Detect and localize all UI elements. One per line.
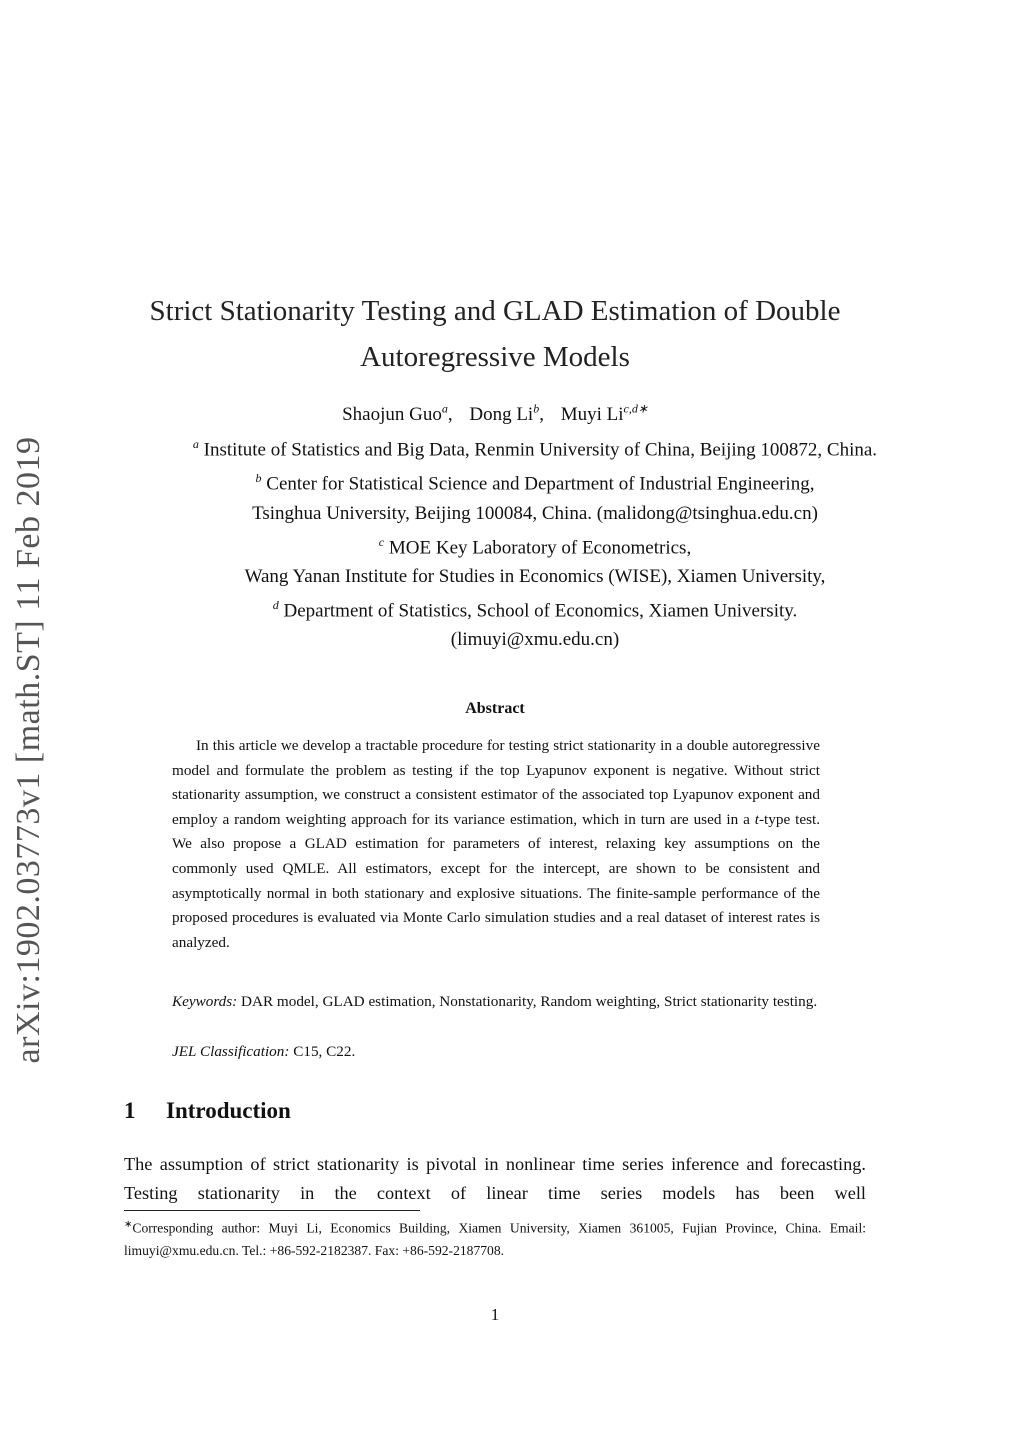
footnote [124,1214,866,1262]
abstract-text-part-1: In this article we develop a tractable procedure for testing strict stationarity in a double autoregressive model and formulate the problem as testing if the top Lyapunov exponent is negative. Without strict stationarity assumption, we construct a consistent estimator of the associated top Lyapunov exponent and employ a random weighting approach for its variance estimation, which in turn are used in a [172,737,820,828]
page-number: 1 [490,1305,500,1324]
affiliation-line [80,562,990,591]
paper-title [100,288,890,380]
keywords [172,990,820,1015]
affiliation-text: (limuyi@xmu.edu.cn) [450,629,620,651]
affiliation-mark: d [272,597,279,612]
section-title: Introduction [166,1098,291,1123]
author-3 [561,404,648,425]
title-line-1: Strict Stationarity Testing and GLAD Estimation of Double [149,295,841,327]
footnote-text: Corresponding author: Muyi Li, Economics Building, Xiamen University, Xiamen 361005, Fujian Province, China. Email: limuyi@xmu.edu.cn. Tel.: +86-592-2182387. Fax: +86-592-2187708. [124,1220,866,1258]
affiliation-text: Wang Yanan Institute for Studies in Economics (WISE), Xiamen University, [244,565,826,587]
t-symbol: t [754,810,759,828]
abstract-text-part-2: -type test. We also propose a GLAD estimation for parameters of interest, relaxing key assumptions on the commonly used QMLE. All estimators, except for the intercept, are shown to be consistent and asymptotically normal in both stationary and explosive situations. The finite-sample performance of the proposed procedures is evaluated via Monte Carlo simulation studies and a real dataset of interest rates is analyzed. [172,810,821,951]
affiliation-line [80,464,990,498]
affiliation-list [80,430,990,654]
affiliation-line [80,499,990,528]
footnote-mark: ∗ [124,1219,133,1230]
keywords-text: DAR model, GLAD estimation, Nonstationarity, Random weighting, Strict stationarity testing. [237,993,818,1010]
author-list [100,402,890,426]
author-mark: c,d∗ [623,402,648,416]
affiliation-line [80,430,990,464]
jel-text: C15, C22. [289,1043,356,1060]
title-line-2: Autoregressive Models [360,341,630,373]
section-heading [124,1098,291,1124]
abstract-heading: Abstract [465,700,525,717]
affiliation-text: Center for Statistical Science and Department of Industrial Engineering, [266,473,815,495]
author-name: Muyi Li [560,404,624,426]
arxiv-stamp-text: arXiv:1902.03773v1 [math.ST] 11 Feb 2019 [10,436,47,1064]
author-name: Shaojun Guo [342,404,442,426]
affiliation-text: Tsinghua University, Beijing 100084, China. (malidong@tsinghua.edu.cn) [252,502,818,524]
abstract-body [172,734,820,955]
affiliation-line [80,625,990,654]
author-1: Shaojun Guo$^a$, [342,402,453,426]
intro-paragraph: The assumption of strict stationarity is pivotal in nonlinear time series inference and forecasting. Testing stationarity in the context of linear time series models has been well [124,1154,866,1203]
jel-classification [172,1040,820,1065]
affiliation-line [80,528,990,562]
affiliation-mark: b [255,471,262,486]
affiliation-text: MOE Key Laboratory of Econometrics, [388,536,692,558]
author-mark: b [533,402,540,416]
affiliation-mark: c [378,534,385,549]
affiliation-line [80,591,990,625]
keywords-label: Keywords: [172,993,238,1010]
affiliation-text: Department of Statistics, School of Economics, Xiamen University. [283,600,798,622]
affiliation-mark: a [192,437,199,451]
author-mark: a [441,402,448,416]
footnote-rule [124,1210,420,1211]
author-name: Dong Li [469,404,534,426]
jel-label: JEL Classification: [172,1043,290,1060]
author-2: Dong Li$^b$, [469,402,544,426]
section-number: 1 [124,1098,136,1123]
affiliation-text: Institute of Statistics and Big Data, Renmin University of China, Beijing 100872, China. [203,439,878,461]
